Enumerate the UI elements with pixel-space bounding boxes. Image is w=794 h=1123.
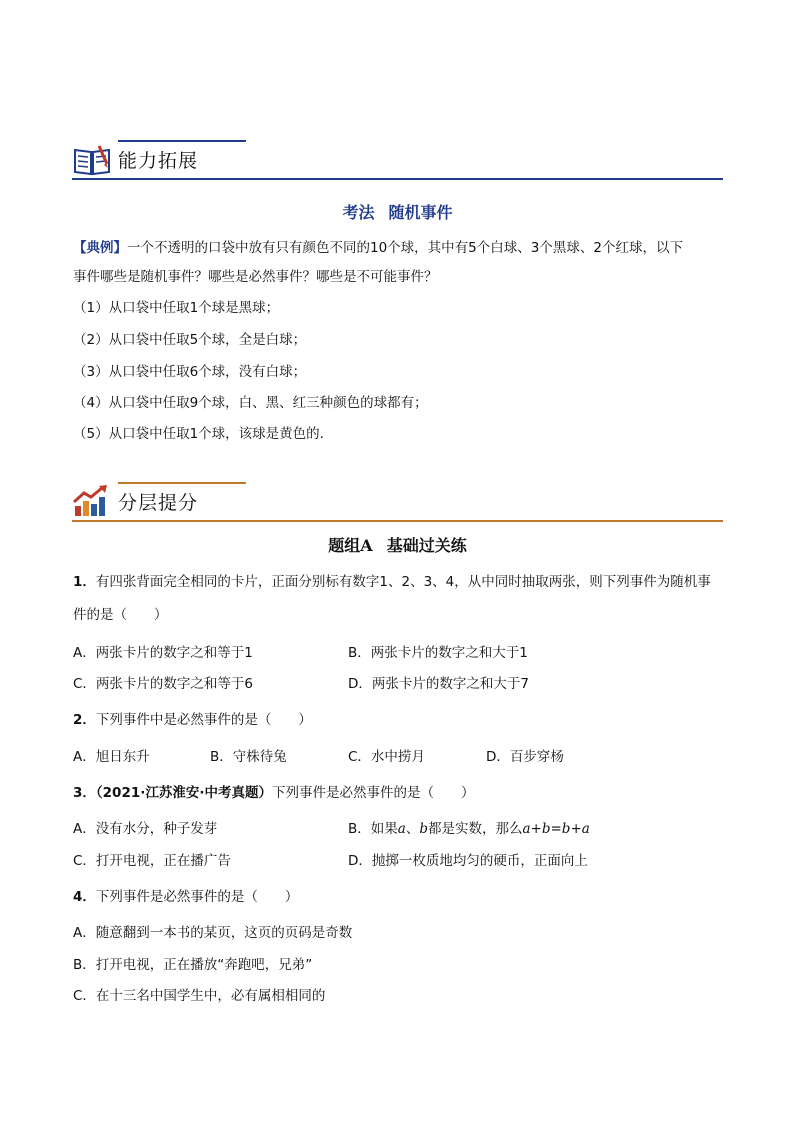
open-book-icon <box>72 142 112 176</box>
question-text: 下列事件是必然事件的是（ ） <box>95 889 299 905</box>
q4-option-c[interactable]: C．在十三名中国学生中，必有属相相同的 <box>73 988 326 1004</box>
section-header-ability <box>72 140 723 180</box>
option-text: B．如果 <box>348 821 398 837</box>
list-item: （4）从口袋中任取9个球，白、黑、红三种颜色的球都有； <box>73 395 428 411</box>
group-prefix: 题组A <box>328 536 373 555</box>
header-top-rule <box>118 140 246 142</box>
section-title: 能力拓展 <box>118 150 199 172</box>
question-1-line-1 <box>73 572 711 592</box>
example-line-1 <box>73 238 683 258</box>
question-number: 2． <box>73 712 96 728</box>
q3-option-d[interactable]: D．抛掷一枚质地均匀的硬币，正面向上 <box>348 853 588 869</box>
example-label: 【典例】 <box>73 240 127 256</box>
section-title: 分层提分 <box>118 492 199 514</box>
q2-option-a[interactable]: A．旭日东升 <box>73 749 150 765</box>
question-source: （2021·江苏淮安·中考真题） <box>95 785 272 801</box>
q3-option-c[interactable]: C．打开电视，正在播广告 <box>73 853 231 869</box>
q2-option-d[interactable]: D．百步穿杨 <box>486 749 564 765</box>
option-text: 、 <box>405 821 420 837</box>
q3-option-b[interactable] <box>348 819 590 839</box>
method-prefix: 考法 <box>342 203 375 222</box>
q2-option-b[interactable]: B．守株待兔 <box>210 749 287 765</box>
question-1-line-2: 件的是（ ） <box>73 607 168 623</box>
question-4 <box>73 887 298 907</box>
q4-option-a[interactable]: A．随意翻到一本书的某页，这页的页码是奇数 <box>73 925 353 941</box>
header-bottom-rule <box>72 520 723 522</box>
header-bottom-rule <box>72 178 723 180</box>
question-number: 1． <box>73 574 96 590</box>
list-item: （1）从口袋中任取1个球是黑球； <box>73 300 280 316</box>
example-text: 一个不透明的口袋中放有只有颜色不同的10个球，其中有5个白球、3个黑球、2个红球，以下 <box>127 240 683 256</box>
q1-option-a[interactable]: A．两张卡片的数字之和等于1 <box>73 645 253 661</box>
question-number: 3． <box>73 785 96 801</box>
q4-option-b[interactable]: B．打开电视，正在播放“奔跑吧，兄弟” <box>73 957 313 973</box>
q2-option-c[interactable]: C．水中捞月 <box>348 749 425 765</box>
section-header-layered <box>72 482 723 522</box>
method-title <box>72 200 723 223</box>
question-3 <box>73 783 475 803</box>
group-title <box>72 533 723 556</box>
list-item: （2）从口袋中任取5个球，全是白球； <box>73 332 307 348</box>
question-number: 4． <box>73 889 96 905</box>
question-text: 下列事件中是必然事件的是（ ） <box>95 712 312 728</box>
group-name: 基础过关练 <box>386 536 467 555</box>
math-var-a: a <box>397 821 406 837</box>
header-top-rule <box>118 482 246 484</box>
example-line-2: 事件哪些是随机事件？哪些是必然事件？哪些是不可能事件？ <box>73 269 438 285</box>
math-expression: a+b=b+a <box>522 821 590 837</box>
list-item: （3）从口袋中任取6个球，没有白球； <box>73 364 307 380</box>
q3-option-a[interactable]: A．没有水分，种子发芽 <box>73 821 218 837</box>
option-text: 都是实数，那么 <box>427 821 523 837</box>
q1-option-c[interactable]: C．两张卡片的数字之和等于6 <box>73 676 254 692</box>
question-text: 有四张背面完全相同的卡片，正面分别标有数字1、2、3、4，从中同时抽取两张，则下列事件为随机事 <box>95 574 711 590</box>
question-2 <box>73 710 312 730</box>
q1-option-d[interactable]: D．两张卡片的数字之和大于7 <box>348 676 529 692</box>
list-item: （5）从口袋中任取1个球，该球是黄色的. <box>73 426 324 442</box>
method-name: 随机事件 <box>388 203 453 222</box>
math-var-b: b <box>419 821 428 837</box>
q1-option-b[interactable]: B．两张卡片的数字之和大于1 <box>348 645 528 661</box>
question-text: 下列事件是必然事件的是（ ） <box>272 785 475 801</box>
bar-chart-arrow-icon <box>72 484 112 518</box>
